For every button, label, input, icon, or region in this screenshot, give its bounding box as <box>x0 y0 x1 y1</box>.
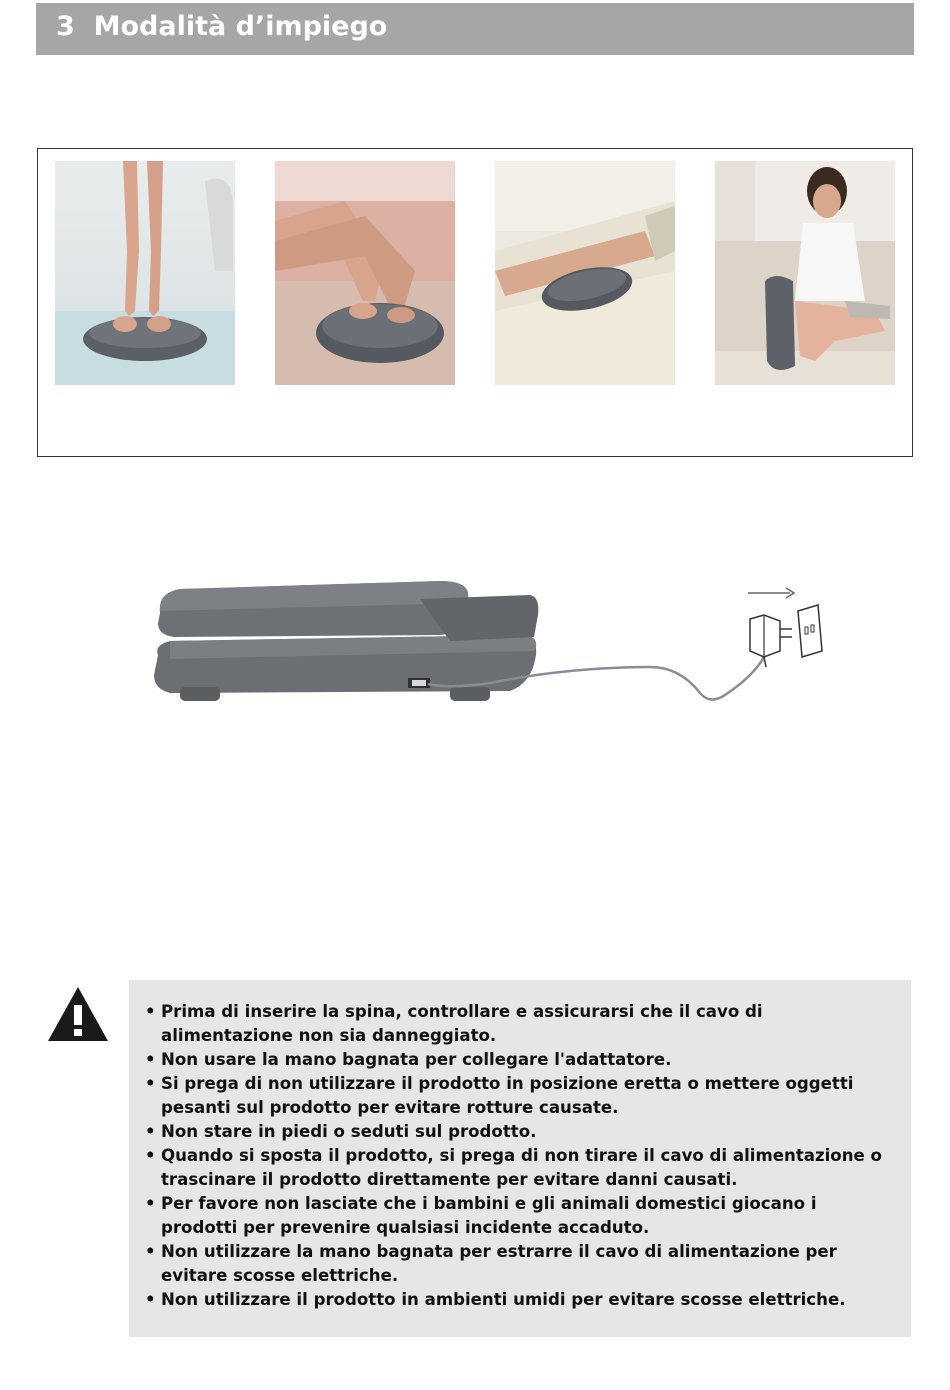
usage-photos-panel <box>37 148 913 457</box>
warning-item: • Per favore non lasciate che i bambini e gli animali domestici giocano i prodotti per prevenire qualsiasi incidente accaduto. <box>145 1192 893 1240</box>
photo-seated-feet <box>275 161 455 385</box>
photo-legs-on-sofa <box>495 161 675 385</box>
warning-item: • Non utilizzare il prodotto in ambienti umidi per evitare scosse elettriche. <box>145 1288 893 1312</box>
photo-back-massage <box>715 161 895 385</box>
arrow-right-icon <box>748 588 794 598</box>
warning-list <box>145 1000 893 1312</box>
section-number: 3 <box>56 11 75 42</box>
warning-item: • Non stare in piedi o seduti sul prodotto. <box>145 1120 893 1144</box>
power-adapter-icon <box>750 615 792 667</box>
warning-item: • Prima di inserire la spina, controllare e assicurarsi che il cavo di alimentazione non sia danneggiato. <box>145 1000 893 1048</box>
warning-box <box>129 980 911 1337</box>
warning-item: • Non usare la mano bagnata per collegare l'adattatore. <box>145 1048 893 1072</box>
warning-item: • Quando si sposta il prodotto, si prega di non tirare il cavo di alimentazione o trascinare il prodotto direttamente per evitare danni causati. <box>145 1144 893 1192</box>
wall-socket-icon <box>798 605 822 657</box>
section-title-text: Modalità d’impiego <box>93 11 388 42</box>
photo-standing-feet <box>55 161 235 385</box>
warning-icon <box>46 985 110 1047</box>
warning-item: • Si prega di non utilizzare il prodotto in posizione eretta o mettere oggetti pesanti sul prodotto per evitare rotture causate. <box>145 1072 893 1120</box>
device-connection-diagram <box>150 575 840 719</box>
section-title <box>56 11 387 42</box>
warning-item: • Non utilizzare la mano bagnata per estrarre il cavo di alimentazione per evitare scosse elettriche. <box>145 1240 893 1288</box>
section-header <box>36 3 914 55</box>
massager-device-icon <box>154 581 538 701</box>
